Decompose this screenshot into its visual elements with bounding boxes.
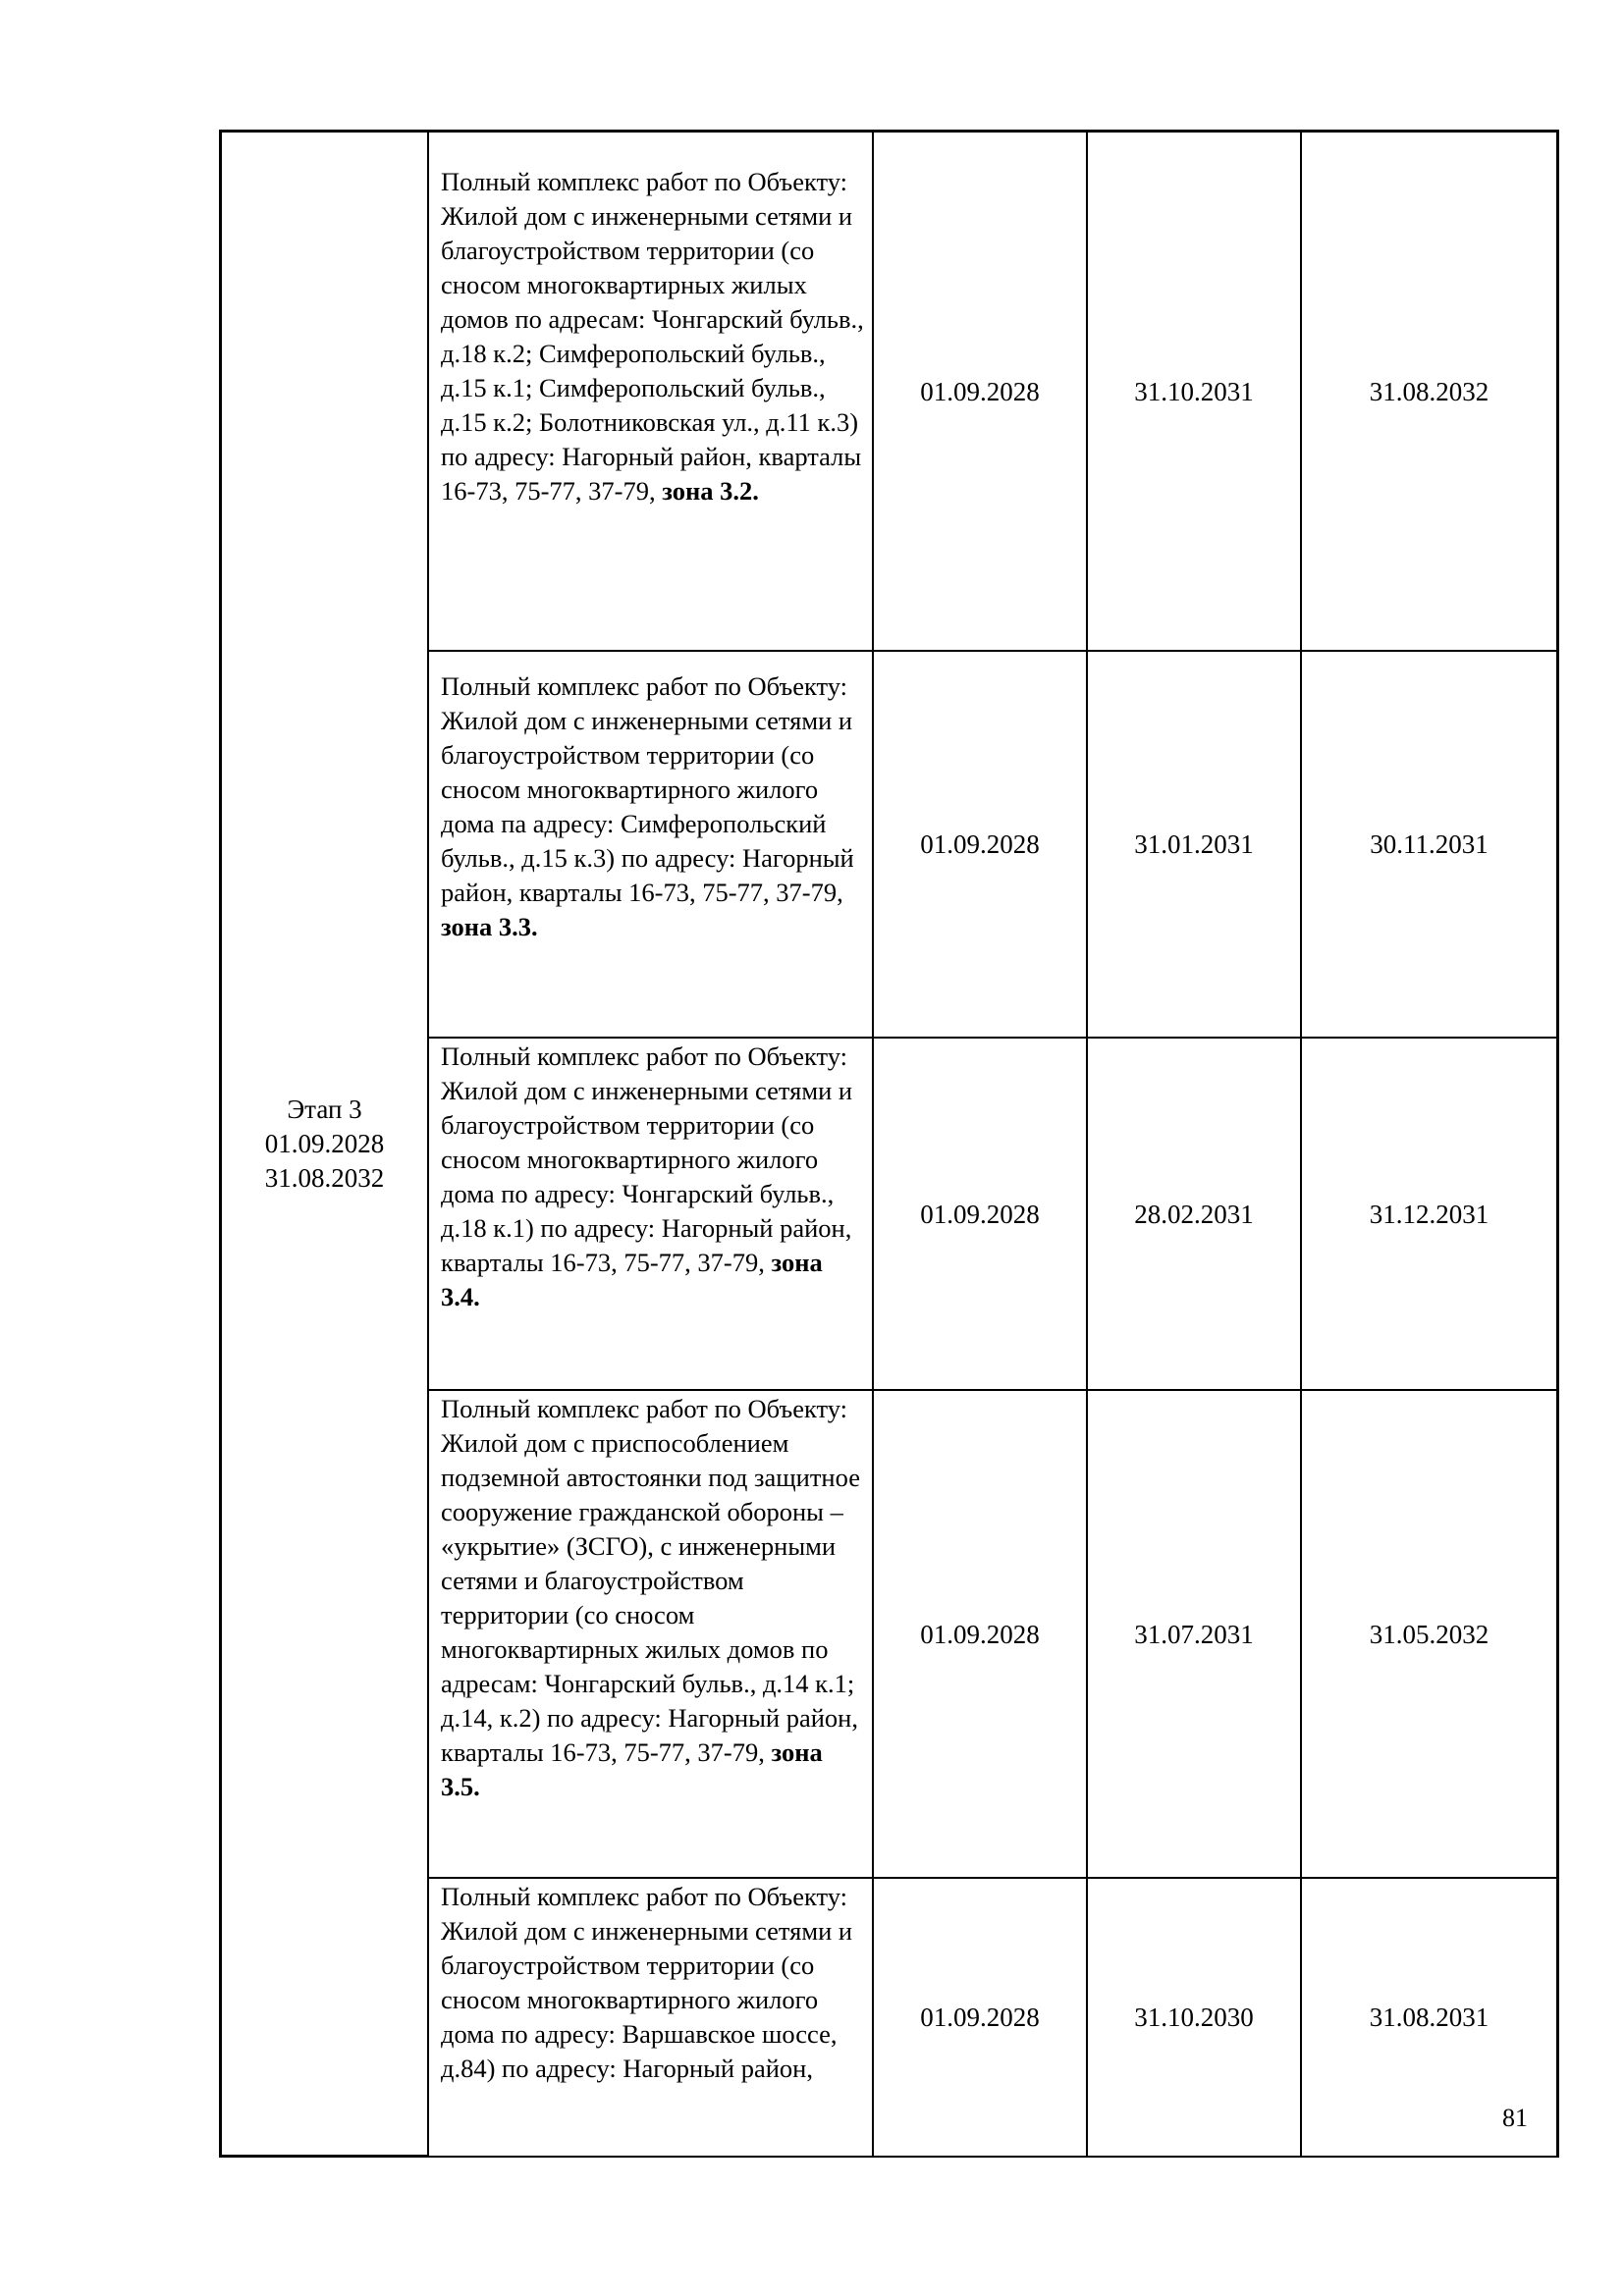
- zone-label: зона 3.5.: [441, 1737, 823, 1801]
- page-number: 81: [1502, 2104, 1528, 2132]
- table-row-date-start: 01.09.2028: [920, 1199, 1040, 1229]
- table-row-description: Полный комплекс работ по Объекту: Жилой дом с инженерными сетями и благоустройством территории (со сносом многоквартирного жилого дома по адресу: Варшавское шоссе, д.84) по адресу: Нагорный район,: [441, 1882, 853, 2083]
- table-row-date-mid: 28.02.2031: [1134, 1199, 1254, 1229]
- table-row-date-mid: 31.10.2031: [1134, 376, 1254, 406]
- table-row-date-mid: 31.07.2031: [1134, 1619, 1254, 1649]
- stage-end-date: 31.08.2032: [264, 1162, 385, 1193]
- table-row-date-start: 01.09.2028: [920, 2002, 1040, 2032]
- table-row-description: Полный комплекс работ по Объекту: Жилой дом с приспособлением подземной автостоянки под защитное сооружение гражданской обороны – «укрытие» (ЗСГО), с инженерными сетями и благоустройством территории (со сносом многоквартирных жилых домов по адресам: Чонгарский бульв., д.14 к.1; д.14, к.2) по адресу: Нагорный район, кварталы 16-73, 75-77, 37-79, зона 3.5.: [441, 1394, 860, 1801]
- stage-cell: [222, 133, 427, 2155]
- zone-label: зона 3.3.: [441, 912, 538, 941]
- stage-start-date: 01.09.2028: [264, 1128, 385, 1158]
- table-row-date-mid: 31.10.2030: [1134, 2002, 1254, 2032]
- table-row-description: Полный комплекс работ по Объекту: Жилой дом с инженерными сетями и благоустройством территории (со сносом многоквартирных жилых домов по адресам: Чонгарский бульв., д.18 к.2; Симферопольский бульв., д.15 к.1; Симферопольский бульв., д.15 к.2; Болотниковская ул., д.11 к.3) по адресу: Нагорный район, кварталы 16-73, 75-77, 37-79, зона 3.2.: [441, 167, 864, 506]
- table-row-date-start: 01.09.2028: [920, 829, 1040, 859]
- table-row-date-start: 01.09.2028: [920, 376, 1040, 406]
- table-row-date-end: 31.05.2032: [1369, 1619, 1489, 1649]
- table-row-date-end: 30.11.2031: [1370, 829, 1489, 859]
- zone-label: зона 3.4.: [441, 1248, 823, 1311]
- stage-name: Этап 3: [287, 1094, 362, 1124]
- table-row-description: Полный комплекс работ по Объекту: Жилой дом с инженерными сетями и благоустройством территории (со сносом многоквартирного жилого дома по адресу: Чонгарский бульв., д.18 к.1) по адресу: Нагорный район, кварталы 16-73, 75-77, 37-79, зона 3.4.: [441, 1041, 853, 1311]
- table-border-bottom: [219, 2155, 429, 2158]
- table-row-date-mid: 31.01.2031: [1134, 829, 1254, 859]
- schedule-table: [219, 130, 1559, 2158]
- table-border-bottom: [429, 2156, 1559, 2158]
- table-row-description: Полный комплекс работ по Объекту: Жилой дом с инженерными сетями и благоустройством территории (со сносом многоквартирного жилого дома па адресу: Симферопольский бульв., д.15 к.3) по адресу: Нагорный район, кварталы 16-73, 75-77, 37-79, зона 3.3.: [441, 671, 854, 941]
- table-border-right: [1556, 130, 1559, 2158]
- table-row-date-end: 31.08.2031: [1369, 2002, 1489, 2032]
- table-row-date-end: 31.12.2031: [1369, 1199, 1489, 1229]
- table-row-date-start: 01.09.2028: [920, 1619, 1040, 1649]
- table-row-date-end: 31.08.2032: [1369, 376, 1489, 406]
- zone-label: зона 3.2.: [662, 476, 759, 506]
